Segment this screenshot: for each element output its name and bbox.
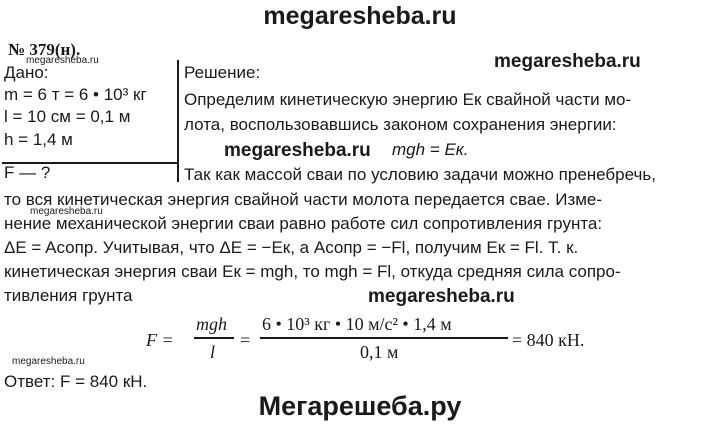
solution-title: Решение: (184, 63, 261, 82)
problem-number: № 379(н). (8, 40, 81, 59)
watermark-center: megaresheba.ru (224, 140, 371, 161)
formula-numerator-1: mgh (196, 314, 227, 334)
solution-line-1: Определим кинетическую энергию Eк свайной части мо- (184, 90, 632, 109)
solution-line-6: нение механической энергии сваи равно работе сил сопротивления грунта: (4, 214, 603, 233)
given-length: l = 10 см = 0,1 м (4, 107, 131, 126)
formula-result: = 840 кН. (512, 330, 585, 350)
given-title: Дано: (4, 63, 49, 82)
solution-line-9: тивления грунта (4, 286, 133, 305)
formula-numerator-2: 6 • 10³ кг • 10 м/с² • 1,4 м (262, 314, 452, 334)
given-divider-vertical (177, 60, 179, 182)
watermark-small-3: megaresheba.ru (12, 356, 85, 367)
watermark-top: megaresheba.ru (263, 2, 457, 30)
watermark-small-1: megaresheba.ru (26, 55, 99, 66)
solution-line-2: лота, воспользовавшись законом сохранения энергии: (184, 115, 617, 134)
formula-lhs: F = (146, 330, 174, 350)
given-mass: m = 6 т = 6 • 10³ кг (4, 85, 147, 104)
fraction-bar-2 (260, 337, 508, 339)
watermark-right-1: megaresheba.ru (494, 51, 641, 72)
formula-denominator-2: 0,1 м (360, 342, 399, 362)
watermark-small-2: megaresheba.ru (30, 206, 103, 217)
energy-equation: mgh = Eк. (392, 140, 469, 159)
solution-line-5: то вся кинетическая энергия свайной части молота передается свае. Изме- (4, 190, 603, 209)
given-height: h = 1,4 м (4, 130, 73, 149)
watermark-right-2: megaresheba.ru (368, 286, 515, 307)
solution-line-7: ΔE = Aсопр. Учитывая, что ΔE = −Eк, а Aсопр = −Fl, получим Eк = Fl. Т. к. (4, 238, 579, 257)
answer: Ответ: F = 840 кН. (4, 372, 148, 391)
fraction-bar-1 (194, 337, 234, 339)
solution-line-8: кинетическая энергия сваи Eк = mgh, то mgh = Fl, откуда средняя сила сопро- (4, 262, 621, 281)
formula-equals: = (240, 330, 251, 350)
watermark-bottom: Мегарешеба.ру (258, 391, 462, 421)
solution-line-4: Так как массой сваи по условию задачи можно пренебречь, (184, 165, 656, 184)
formula-denominator-1: l (210, 342, 216, 362)
find-force: F — ? (4, 163, 51, 182)
